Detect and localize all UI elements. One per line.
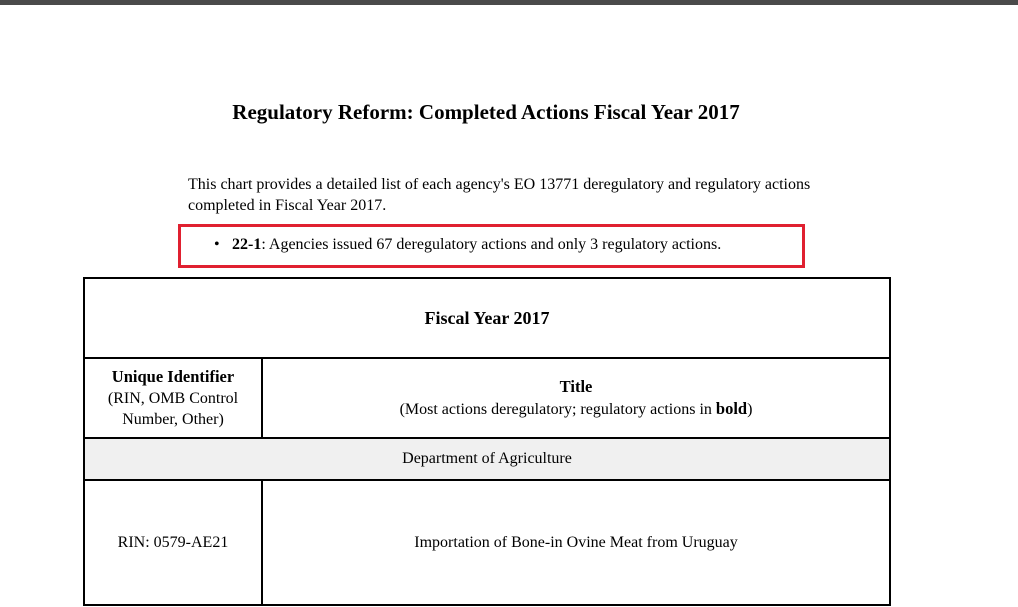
document-title: Regulatory Reform: Completed Actions Fiscal Year 2017 [232,100,740,124]
summary-bullet [214,234,721,255]
column-identifier-subtitle: (RIN, OMB Control Number, Other) [107,390,239,428]
bullet-label: 22-1 [232,236,262,253]
table-header-fiscal-year: Fiscal Year 2017 [84,278,890,358]
column-title-title: Title [559,377,593,396]
column-header-identifier [84,358,262,438]
department-row: Department of Agriculture [84,438,890,480]
table-row [84,480,890,605]
bullet-marker: • [214,236,220,253]
completed-actions-table [83,277,891,606]
column-header-title [262,358,890,438]
column-identifier-title: Unique Identifier [111,367,235,386]
column-title-subtitle-bold: bold [715,399,748,418]
row-identifier: RIN: 0579-AE21 [84,480,262,605]
bullet-text: : Agencies issued 67 deregulatory actions and only 3 regulatory actions. [261,236,722,253]
column-title-subtitle-suffix: ) [747,401,753,418]
viewer-top-bar [0,0,1018,5]
column-title-subtitle-prefix: (Most actions deregulatory; regulatory actions in [399,401,716,418]
intro-paragraph: This chart provides a detailed list of each agency's EO 13771 deregulatory and regulatory actions completed in Fiscal Year 2017. [188,176,811,214]
row-title: Importation of Bone-in Ovine Meat from Uruguay [262,480,890,605]
